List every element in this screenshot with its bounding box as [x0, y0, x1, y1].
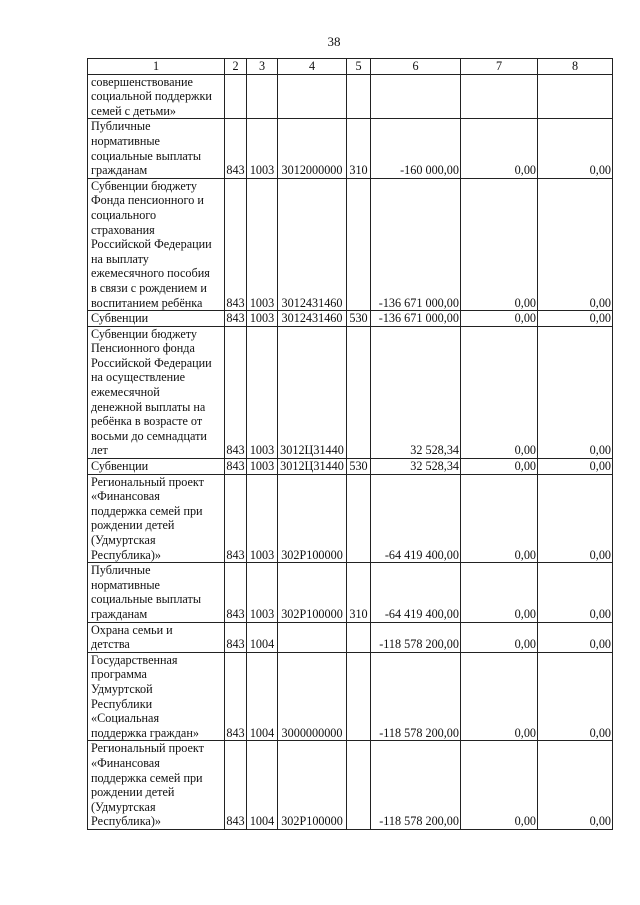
- expense-type-code-cell: [347, 474, 371, 563]
- target-article-code-cell: 3012431460: [278, 178, 347, 310]
- row-name-line: Субвенции бюджету: [91, 326, 198, 341]
- row-name-line: рождении детей: [91, 785, 175, 800]
- section-code-cell: 1003: [247, 326, 278, 458]
- row-name-line: нормативные: [91, 133, 160, 148]
- row-name-line: Региональный проект: [91, 474, 204, 489]
- table-row: [88, 74, 613, 119]
- amount-year-3-cell: 0,00: [538, 178, 613, 310]
- amount-year-2-cell: 0,00: [461, 326, 538, 458]
- amount-year-2-cell: 0,00: [461, 563, 538, 622]
- row-name-cell: [88, 652, 225, 741]
- page-number: 38: [327, 34, 341, 49]
- row-name-line: в связи с рождением и: [91, 280, 207, 295]
- gls-code-cell: 843: [225, 741, 247, 830]
- table-row: [88, 459, 613, 475]
- amount-year-1-cell: -118 578 200,00: [371, 622, 461, 652]
- row-name-line: «Финансовая: [91, 489, 160, 504]
- gls-code-cell: 843: [225, 652, 247, 741]
- row-name-line: Государственная: [91, 652, 178, 667]
- row-name-line: на выплату: [91, 251, 149, 266]
- row-name-line: ежемесячной: [91, 385, 160, 400]
- target-article-code-cell: 3012431460: [278, 311, 347, 327]
- target-article-code-cell: 302P100000: [278, 741, 347, 830]
- amount-year-1-cell: [371, 74, 461, 119]
- row-name-cell: [88, 741, 225, 830]
- section-code-cell: 1003: [247, 459, 278, 475]
- row-name-cell: [88, 74, 225, 119]
- gls-code-cell: 843: [225, 474, 247, 563]
- row-name-line: Удмуртской: [91, 681, 153, 696]
- row-name-line: поддержка семей при: [91, 770, 203, 785]
- expense-type-code-cell: [347, 622, 371, 652]
- column-header-7: 7: [461, 59, 538, 75]
- row-name-line: Пенсионного фонда: [91, 341, 195, 356]
- amount-year-1-cell: -136 671 000,00: [371, 178, 461, 310]
- table-row: [88, 474, 613, 563]
- amount-year-3-cell: 0,00: [538, 622, 613, 652]
- row-name-line: ежемесячного пособия: [91, 266, 210, 281]
- target-article-code-cell: [278, 622, 347, 652]
- target-article-code-cell: 302P100000: [278, 563, 347, 622]
- row-name-line: Субвенции бюджету: [91, 178, 198, 193]
- row-name-line: Республика)»: [91, 547, 161, 562]
- section-code-cell: 1003: [247, 563, 278, 622]
- amount-year-2-cell: 0,00: [461, 178, 538, 310]
- row-name-line: социальной поддержки: [91, 89, 212, 104]
- row-name-line: «Финансовая: [91, 755, 160, 770]
- row-name-line: Субвенции: [91, 459, 149, 474]
- expense-type-code-cell: 310: [347, 563, 371, 622]
- row-name-line: Республика)»: [91, 814, 161, 829]
- row-name-line: детства: [91, 637, 130, 652]
- gls-code-cell: 843: [225, 178, 247, 310]
- section-code-cell: 1004: [247, 652, 278, 741]
- row-name-cell: [88, 311, 225, 327]
- amount-year-1-cell: -136 671 000,00: [371, 311, 461, 327]
- row-name-line: семей с детьми»: [91, 103, 176, 118]
- amount-year-2-cell: 0,00: [461, 474, 538, 563]
- table-row: [88, 652, 613, 741]
- table-row: [88, 326, 613, 458]
- row-name-line: социальные выплаты: [91, 148, 202, 163]
- amount-year-1-cell: -64 419 400,00: [371, 474, 461, 563]
- row-name-line: Фонда пенсионного и: [91, 193, 204, 208]
- amount-year-1-cell: -118 578 200,00: [371, 652, 461, 741]
- amount-year-2-cell: 0,00: [461, 459, 538, 475]
- row-name-line: Республики: [91, 696, 153, 711]
- table-row: [88, 622, 613, 652]
- gls-code-cell: 843: [225, 563, 247, 622]
- row-name-line: «Социальная: [91, 711, 160, 726]
- row-name-line: социального: [91, 207, 157, 222]
- table-row: [88, 741, 613, 830]
- row-name-line: нормативные: [91, 577, 160, 592]
- row-name-cell: [88, 563, 225, 622]
- row-name-line: программа: [91, 667, 147, 682]
- amount-year-3-cell: 0,00: [538, 474, 613, 563]
- target-article-code-cell: 3012000000: [278, 119, 347, 178]
- row-name-cell: [88, 326, 225, 458]
- expense-type-code-cell: [347, 178, 371, 310]
- expense-type-code-cell: [347, 326, 371, 458]
- row-name-line: Российской Федерации: [91, 237, 212, 252]
- row-name-line: ребёнка в возрасте от: [91, 414, 203, 429]
- amount-year-3-cell: 0,00: [538, 119, 613, 178]
- section-code-cell: 1004: [247, 741, 278, 830]
- row-name-line: Публичные: [91, 563, 151, 578]
- table-row: [88, 178, 613, 310]
- header-row: [88, 59, 613, 75]
- amount-year-1-cell: 32 528,34: [371, 326, 461, 458]
- row-name-line: восьми до семнадцати: [91, 428, 207, 443]
- target-article-code-cell: 302P100000: [278, 474, 347, 563]
- column-header-5: 5: [347, 59, 371, 75]
- row-name-line: (Удмуртская: [91, 533, 156, 547]
- column-header-2: 2: [225, 59, 247, 75]
- row-name-line: гражданам: [91, 163, 148, 178]
- row-name-cell: [88, 459, 225, 475]
- row-name-line: лет: [91, 443, 108, 458]
- section-code-cell: 1003: [247, 311, 278, 327]
- amount-year-3-cell: [538, 74, 613, 119]
- amount-year-2-cell: 0,00: [461, 311, 538, 327]
- table-body: [88, 74, 613, 829]
- row-name-line: Региональный проект: [91, 741, 204, 756]
- row-name-line: совершенствование: [91, 74, 193, 89]
- amount-year-3-cell: 0,00: [538, 652, 613, 741]
- amount-year-2-cell: 0,00: [461, 622, 538, 652]
- target-article-code-cell: 3000000000: [278, 652, 347, 741]
- row-name-cell: [88, 474, 225, 563]
- row-name-cell: [88, 622, 225, 652]
- budget-table: [87, 58, 613, 830]
- row-name-line: гражданам: [91, 606, 148, 621]
- amount-year-3-cell: 0,00: [538, 326, 613, 458]
- amount-year-2-cell: 0,00: [461, 119, 538, 178]
- column-header-3: 3: [247, 59, 278, 75]
- row-name-line: рождении детей: [91, 518, 175, 533]
- gls-code-cell: 843: [226, 459, 245, 474]
- gls-code-cell: 843: [225, 326, 247, 458]
- table-row: [88, 311, 613, 327]
- amount-year-3-cell: 0,00: [538, 311, 613, 327]
- row-name-line: страхования: [91, 222, 155, 237]
- gls-code-cell: 843: [225, 119, 247, 178]
- expense-type-code-cell: 530: [347, 311, 371, 327]
- amount-year-2-cell: 0,00: [461, 652, 538, 741]
- expense-type-code-cell: [347, 652, 371, 741]
- row-name-cell: [88, 178, 225, 310]
- expense-type-code-cell: 310: [347, 119, 371, 178]
- row-name-line: Публичные: [91, 119, 151, 134]
- target-article-code-cell: 3012Ц31440: [278, 326, 347, 458]
- section-code-cell: 1003: [247, 178, 278, 310]
- row-name-line: социальные выплаты: [91, 592, 202, 607]
- row-name-line: воспитанием ребёнка: [91, 295, 203, 310]
- gls-code-cell: [225, 74, 247, 119]
- expense-type-code-cell: [347, 741, 371, 830]
- section-code-cell: 1003: [247, 119, 278, 178]
- amount-year-2-cell: 0,00: [461, 741, 538, 830]
- row-name-line: денежной выплаты на: [91, 399, 206, 414]
- gls-code-cell: 843: [225, 622, 247, 652]
- amount-year-1-cell: -118 578 200,00: [371, 741, 461, 830]
- amount-year-1-cell: -160 000,00: [371, 119, 461, 178]
- expense-type-code-cell: 530: [347, 459, 371, 475]
- amount-year-3-cell: 0,00: [538, 741, 613, 830]
- amount-year-3-cell: 0,00: [538, 563, 613, 622]
- amount-year-2-cell: [461, 74, 538, 119]
- row-name-line: (Удмуртская: [91, 799, 156, 814]
- section-code-cell: [247, 74, 278, 119]
- gls-code-cell: 843: [226, 311, 245, 326]
- column-header-4: 4: [278, 59, 347, 75]
- row-name-cell: [88, 119, 225, 178]
- row-name-line: Охрана семьи и: [91, 622, 173, 637]
- row-name-line: поддержка граждан»: [91, 725, 199, 740]
- amount-year-1-cell: 32 528,34: [371, 459, 461, 475]
- row-name-line: на осуществление: [91, 370, 186, 385]
- amount-year-3-cell: 0,00: [538, 459, 613, 475]
- amount-year-1-cell: -64 419 400,00: [371, 563, 461, 622]
- section-code-cell: 1003: [247, 474, 278, 563]
- section-code-cell: 1004: [247, 622, 278, 652]
- row-name-line: Субвенции: [91, 311, 149, 326]
- column-header-6: 6: [371, 59, 461, 75]
- column-header-8: 8: [538, 59, 613, 75]
- row-name-line: поддержка семей при: [91, 503, 203, 518]
- column-header-1: 1: [88, 59, 225, 75]
- row-name-line: Российской Федерации: [91, 355, 212, 370]
- table-row: [88, 563, 613, 622]
- table-row: [88, 119, 613, 178]
- target-article-code-cell: 3012Ц31440: [278, 459, 347, 475]
- target-article-code-cell: [278, 74, 347, 119]
- expense-type-code-cell: [347, 74, 371, 119]
